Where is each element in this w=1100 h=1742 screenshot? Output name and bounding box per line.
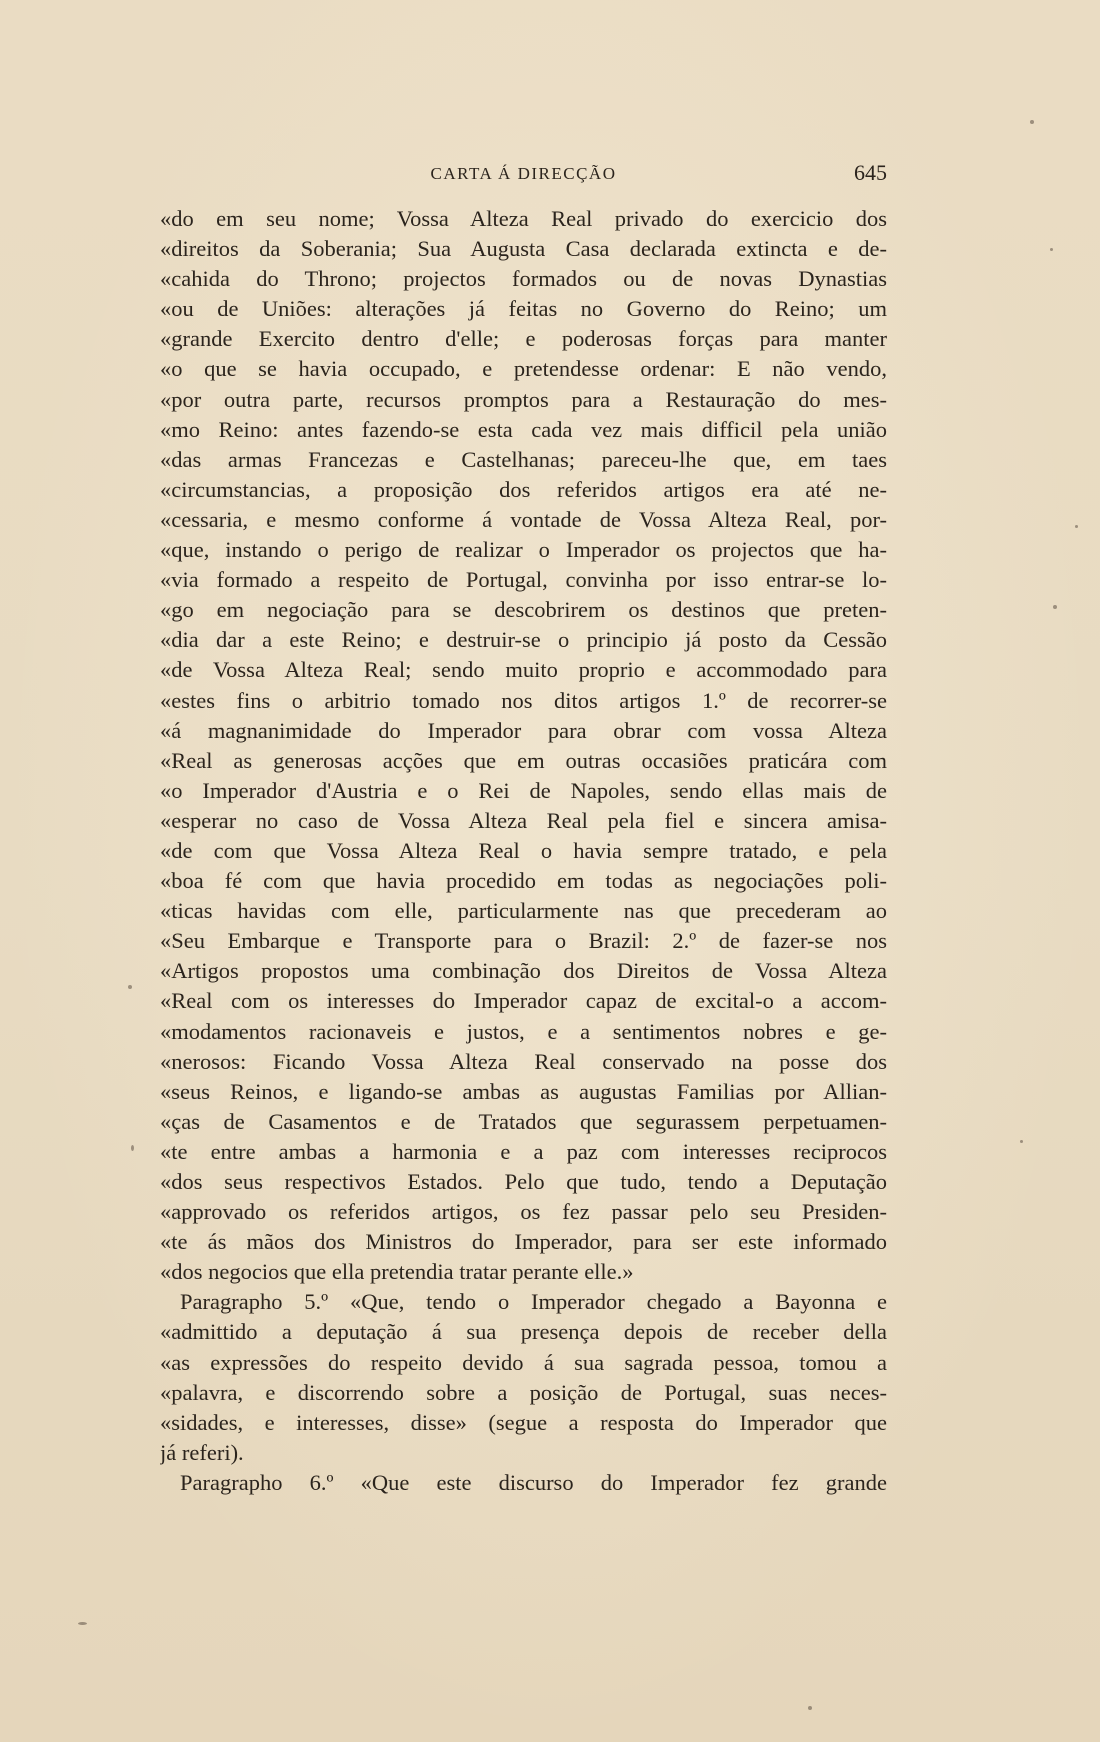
text-line: «ças de Casamentos e de Tratados que segurassem perpetuamen- — [160, 1108, 887, 1134]
text-line: «ou de Uniões: alterações já feitas no Governo do Reino; um — [160, 296, 887, 322]
text-line: «Artigos propostos uma combinação dos Direitos de Vossa Alteza — [160, 958, 887, 984]
text-line: «approvado os referidos artigos, os fez passar pelo seu Presiden- — [160, 1199, 887, 1225]
text-line: «sidades, e interesses, disse» (segue a resposta do Imperador que — [160, 1409, 887, 1435]
body-text — [160, 204, 887, 1498]
text-line: «cessaria, e mesmo conforme á vontade de Vossa Alteza Real, por- — [160, 506, 887, 532]
paper-speck — [1050, 248, 1053, 251]
paper-speck — [808, 1706, 812, 1710]
text-line: «Seu Embarque e Transporte para o Brazil: 2.º de fazer-se nos — [160, 928, 887, 954]
text-line: «do em seu nome; Vossa Alteza Real privado do exercicio dos — [160, 206, 887, 231]
text-line: «Real as generosas acções que em outras occasiões praticára com — [160, 747, 887, 773]
text-line: «circumstancias, a proposição dos referidos artigos era até ne- — [160, 476, 887, 502]
text-line: «cahida do Throno; projectos formados ou de novas Dynastias — [160, 266, 887, 292]
paper-speck — [128, 985, 132, 989]
paper-speck — [1075, 525, 1078, 528]
text-line: «go em negociação para se descobrirem os destinos que preten- — [160, 597, 887, 623]
text-line: «dos seus respectivos Estados. Pelo que tudo, tendo a Deputação — [160, 1169, 887, 1194]
paper-speck — [1053, 605, 1057, 609]
text-line: «que, instando o perigo de realizar o Imperador os projectos que ha- — [160, 537, 887, 563]
text-line: já referi). — [160, 1439, 244, 1465]
text-line: «boa fé com que havia procedido em todas as negociações poli- — [160, 868, 887, 894]
text-line: «via formado a respeito de Portugal, convinha por isso entrar-se lo- — [160, 567, 887, 593]
text-line: «esperar no caso de Vossa Alteza Real pela fiel e sincera amisa- — [160, 807, 887, 833]
paper-speck — [1020, 1140, 1023, 1143]
text-line: «dos negocios que ella pretendia tratar perante elle.» — [160, 1259, 634, 1285]
text-line: «as expressões do respeito devido á sua sagrada pessoa, tomou a — [160, 1349, 887, 1375]
page-header — [160, 160, 887, 190]
text-line: «mo Reino: antes fazendo-se esta cada vez mais difficil pela união — [160, 416, 887, 442]
text-line: «de Vossa Alteza Real; sendo muito proprio e accommodado para — [160, 657, 887, 683]
text-line: «direitos da Soberania; Sua Augusta Casa declarada extincta e de- — [160, 236, 887, 262]
text-line: «por outra parte, recursos promptos para a Restauração do mes- — [160, 386, 887, 412]
text-line: «dia dar a este Reino; e destruir-se o principio já posto da Cessão — [160, 627, 887, 653]
text-line: «modamentos racionaveis e justos, e a sentimentos nobres e ge- — [160, 1018, 887, 1044]
paper-speck — [131, 1145, 134, 1151]
text-line: «á magnanimidade do Imperador para obrar com vossa Alteza — [160, 717, 887, 743]
text-line: «de com que Vossa Alteza Real o havia sempre tratado, e pela — [160, 837, 887, 863]
text-line: «das armas Francezas e Castelhanas; pareceu-lhe que, em taes — [160, 446, 887, 472]
text-line: «te entre ambas a harmonia e a paz com interesses reciprocos — [160, 1138, 887, 1164]
paper-speck — [1030, 120, 1034, 124]
text-line: «palavra, e discorrendo sobre a posição de Portugal, suas neces- — [160, 1379, 887, 1405]
text-line: «admittido a deputação á sua presença depois de receber della — [160, 1319, 887, 1345]
text-line: «ticas havidas com elle, particularmente nas que precederam ao — [160, 898, 887, 924]
paper-speck — [78, 1622, 87, 1625]
page-number: 645 — [854, 160, 887, 185]
paragraph-start-line: Paragrapho 6.º «Que este discurso do Imperador fez grande — [180, 1469, 887, 1495]
text-line: «seus Reinos, e ligando-se ambas as augustas Familias por Allian- — [160, 1078, 887, 1104]
text-line: «Real com os interesses do Imperador capaz de excital-o a accom- — [160, 988, 887, 1014]
paragraph-start-line: Paragrapho 5.º «Que, tendo o Imperador chegado a Bayonna e — [180, 1289, 887, 1315]
text-line: «nerosos: Ficando Vossa Alteza Real conservado na posse dos — [160, 1048, 887, 1074]
text-line: «o Imperador d'Austria e o Rei de Napoles, sendo ellas mais de — [160, 777, 887, 803]
text-line: «te ás mãos dos Ministros do Imperador, para ser este informado — [160, 1229, 887, 1255]
running-title: CARTA Á DIRECÇÃO — [430, 164, 617, 183]
text-line: «estes fins o arbitrio tomado nos ditos artigos 1.º de recorrer-se — [160, 687, 887, 713]
text-line: «grande Exercito dentro d'elle; e poderosas forças para manter — [160, 326, 887, 352]
text-line: «o que se havia occupado, e pretendesse ordenar: E não vendo, — [160, 356, 887, 382]
